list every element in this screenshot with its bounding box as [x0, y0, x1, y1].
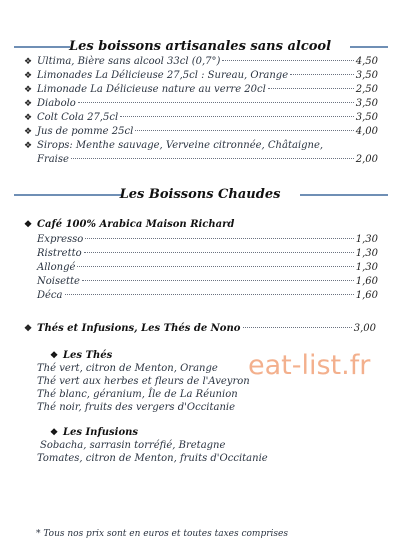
heading-label: Les Thés: [63, 350, 113, 361]
section-title: Les Boissons Chaudes: [119, 187, 281, 202]
dot-leader: [82, 280, 354, 281]
infusions-heading: [50, 427, 138, 438]
menu-item: [24, 83, 378, 97]
diamond-bullet-icon: ❖: [24, 141, 33, 151]
item-price: 4,00: [355, 126, 378, 137]
dot-leader: [135, 130, 353, 131]
item-label: Sirops: Menthe sauvage, Verveine citronnée, Châtaigne,: [37, 140, 324, 151]
cafe-heading: [24, 219, 234, 230]
list-item: Thé vert, citron de Menton, Orange: [37, 363, 218, 374]
diamond-bullet-icon: ❖: [24, 113, 33, 123]
list-item: Tomates, citron de Menton, fruits d'Occitanie: [37, 453, 268, 464]
item-label: Allongé: [37, 262, 76, 273]
menu-item: [24, 139, 378, 153]
item-price: 3,00: [353, 323, 376, 334]
dot-leader: [222, 60, 353, 61]
diamond-bullet-icon: ❖: [24, 324, 33, 334]
dot-leader: [84, 252, 354, 253]
diamond-bullet-icon: ❖: [50, 428, 59, 438]
dot-leader: [290, 74, 354, 75]
diamond-bullet-icon: ❖: [24, 127, 33, 137]
watermark-logo: eat-list.fr: [248, 350, 371, 381]
menu-item: [37, 261, 378, 274]
item-price: 2,50: [355, 84, 378, 95]
dot-leader: [77, 266, 353, 267]
item-price: 3,50: [355, 98, 378, 109]
dot-leader: [78, 102, 354, 103]
dot-leader: [85, 238, 353, 239]
tea-heading: [24, 322, 376, 336]
menu-item: [37, 289, 378, 302]
heading-label: Café 100% Arabica Maison Richard: [37, 219, 235, 230]
diamond-bullet-icon: ❖: [24, 99, 33, 109]
dot-leader: [243, 327, 351, 328]
item-price: 1,30: [355, 248, 378, 259]
section-header-hot-drinks: [0, 185, 400, 205]
thes-heading: [50, 350, 112, 361]
diamond-bullet-icon: ❖: [50, 351, 59, 361]
section-title: Les boissons artisanales sans alcool: [68, 39, 332, 54]
item-price: 1,30: [355, 234, 378, 245]
diamond-bullet-icon: ❖: [24, 220, 33, 230]
item-label: Expresso: [37, 234, 84, 245]
item-price: 1,60: [355, 276, 378, 287]
list-item: Thé blanc, géranium, Île de La Réunion: [37, 389, 238, 400]
heading-label: Thés et Infusions, Les Thés de Nono: [37, 323, 241, 334]
item-price: 3,50: [355, 70, 378, 81]
menu-item: [37, 275, 378, 288]
menu-item: [24, 69, 378, 83]
menu-item: [24, 97, 378, 111]
item-price: 1,60: [355, 290, 378, 301]
item-label: Noisette: [37, 276, 80, 287]
item-price: 4,50: [355, 56, 378, 67]
item-label: Fraise: [37, 154, 69, 165]
item-price: 3,50: [355, 112, 378, 123]
item-price: 2,00: [355, 154, 378, 165]
item-price: 1,30: [355, 262, 378, 273]
price-footnote: * Tous nos prix sont en euros et toutes taxes comprises: [36, 529, 288, 539]
item-label: Diabolo: [37, 98, 76, 109]
item-label: Limonade La Délicieuse nature au verre 20cl: [37, 84, 266, 95]
menu-item: [37, 153, 378, 166]
item-label: Limonades La Délicieuse 27,5cl : Sureau, Orange: [37, 70, 289, 81]
dot-leader: [65, 294, 354, 295]
menu-item: [24, 111, 378, 125]
diamond-bullet-icon: ❖: [24, 71, 33, 81]
list-item: Thé vert aux herbes et fleurs de l'Aveyron: [37, 376, 250, 387]
section-header-cold-drinks: [0, 37, 400, 57]
item-label: Colt Cola 27,5cl: [37, 112, 119, 123]
diamond-bullet-icon: ❖: [24, 57, 33, 67]
dot-leader: [120, 116, 354, 117]
heading-label: Les Infusions: [63, 427, 139, 438]
dot-leader: [268, 88, 354, 89]
list-item: Thé noir, fruits des vergers d'Occitanie: [37, 402, 236, 413]
item-label: Ultima, Bière sans alcool 33cl (0,7°): [37, 56, 221, 67]
diamond-bullet-icon: ❖: [24, 85, 33, 95]
menu-item: [37, 247, 378, 260]
item-label: Déca: [37, 290, 63, 301]
menu-item: [37, 233, 378, 246]
menu-item: [24, 125, 378, 139]
list-item: Sobacha, sarrasin torréfié, Bretagne: [40, 440, 226, 451]
dot-leader: [71, 158, 354, 159]
menu-item: [24, 55, 378, 69]
item-label: Jus de pomme 25cl: [37, 126, 134, 137]
item-label: Ristretto: [37, 248, 82, 259]
